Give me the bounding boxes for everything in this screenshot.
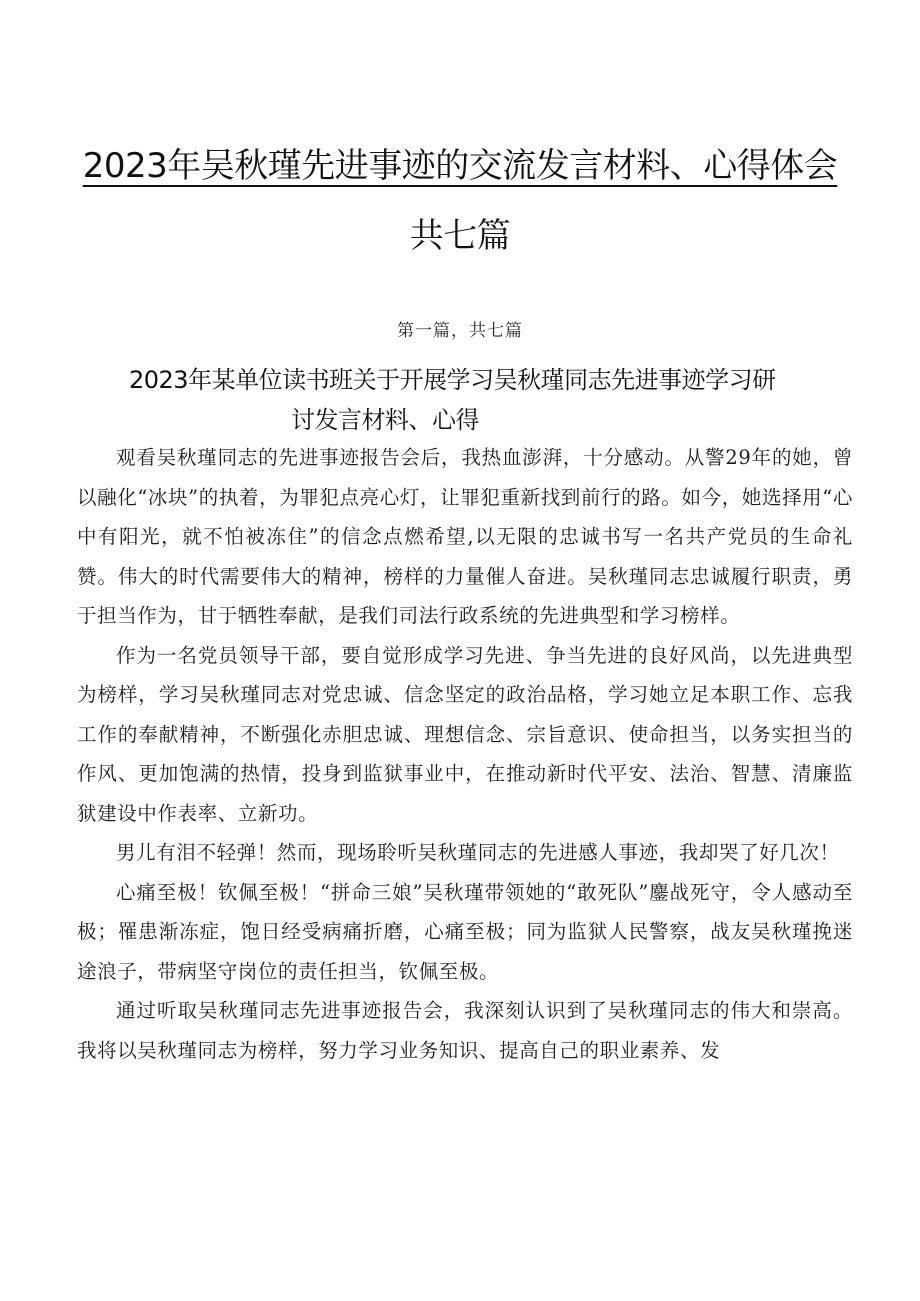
paragraph: 作为一名党员领导干部，要自觉形成学习先进、争当先进的良好风尚，以先进典型为榜样，学习吴秋瑾同志对党忠诚、信念坚定的政治品格，学习她立足本职工作、忘我工作的奉献精神，不断强化赤胆忠诚、理想信念、宗旨意识、使命担当，以务实担当的作风、更加饱满的热情，投身到监狱事业中，在推动新时代平安、法治、智慧、清廉监狱建设中作表率、立新功。 — [77, 643, 853, 825]
body-text — [77, 438, 853, 1070]
paragraph: 观看吴秋瑾同志的先进事迹报告会后，我热血澎湃，十分感动。从警29年的她，曾以融化“冰块”的执着，为罪犯点亮心灯，让罪犯重新找到前行的路。如今，她选择用“心中有阳光，就不怕被冻住”的信念点燃希望,以无限的忠诚书写一名共产党员的生命礼赞。伟大的时代需要伟大的精神，榜样的力量催人奋进。吴秋瑾同志忠诚履行职责，勇于担当作为，甘于牺牲奉献，是我们司法行政系统的先进典型和学习榜样。 — [77, 446, 853, 627]
paragraph: 男儿有泪不轻弹！然而，现场聆听吴秋瑾同志的先进感人事迹，我却哭了好几次！ — [116, 841, 840, 864]
paragraph: 通过听取吴秋瑾同志先进事迹报告会，我深刻认识到了吴秋瑾同志的伟大和崇高。我将以吴秋瑾同志为榜样，努力学习业务知识、提高自己的职业素养、发 — [77, 999, 853, 1062]
section-title-line-2: 讨发言材料、心得 — [291, 406, 479, 434]
section-title-line-1: 2023年某单位读书班关于开展学习吴秋瑾同志先进事迹学习研 — [129, 366, 776, 394]
document-title-line-2: 共七篇 — [409, 216, 511, 256]
document-title-line-1-text: 2023年吴秋瑾先进事迹的交流发言材料、心得体会 — [82, 146, 838, 186]
document-title-line-1 — [60, 138, 860, 187]
section-label: 第一篇，共七篇 — [397, 321, 523, 341]
paragraph: 心痛至极！钦佩至极！“拼命三娘”吴秋瑾带领她的“敢死队”鏖战死守，令人感动至极；罹患渐冻症，饱日经受病痛折磨，心痛至极；同为监狱人民警察，战友吴秋瑾挽迷途浪子，带病坚守岗位的责任担当，钦佩至极。 — [77, 880, 853, 983]
